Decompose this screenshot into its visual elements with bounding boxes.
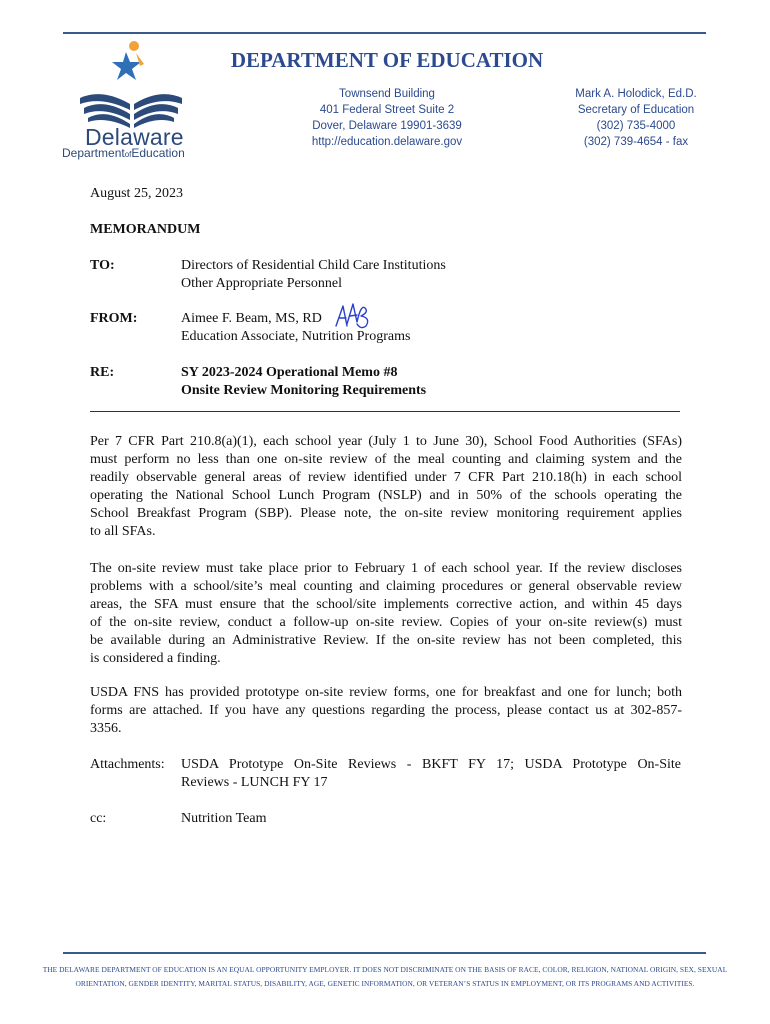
memo-divider <box>90 411 680 412</box>
footer-notice <box>30 963 740 991</box>
attachment-line: USDA Prototype On-Site Reviews - BKFT FY 17; USDA Prototype On-Site <box>181 757 681 772</box>
address-line: Townsend Building <box>339 88 435 100</box>
from-label: FROM: <box>90 311 138 326</box>
logo-sub-of: of <box>124 150 132 159</box>
memo-date: August 25, 2023 <box>90 186 183 201</box>
cc-value: Nutrition Team <box>181 811 267 826</box>
memo-heading: MEMORANDUM <box>90 222 201 237</box>
star-person-icon <box>112 41 144 80</box>
address-block <box>288 86 486 150</box>
paragraph-line: must perform no less than one on-site review of the meal counting and claiming system and the <box>90 452 682 467</box>
phone-number: (302) 735-4000 <box>596 120 676 132</box>
logo-sub-education: Education <box>131 146 185 160</box>
handwritten-signature <box>333 300 373 332</box>
paragraph-line: School Breakfast Program (SBP). Please note, the on-site review monitoring requirement applies <box>90 506 682 521</box>
logo-sub-department: Department <box>62 146 125 160</box>
re-line: Onsite Review Monitoring Requirements <box>181 383 427 398</box>
paragraph-line: operating the National School Lunch Program (NSLP) and in 50% of the schools operating the <box>90 488 682 503</box>
re-label: RE: <box>90 365 115 380</box>
address-line: Dover, Delaware 19901-3639 <box>312 120 462 132</box>
paragraph-line: Per 7 CFR Part 210.8(a)(1), each school year (July 1 to June 30), School Food Authorities (SFAs) <box>90 434 682 449</box>
paragraph-line: areas, the SFA must ensure that the school/site implements corrective action, and within 45 days <box>90 597 682 612</box>
paragraph-line: to all SFAs. <box>90 524 156 539</box>
paragraph-3 <box>90 684 682 738</box>
attachments-value <box>181 756 681 792</box>
paragraph-line: USDA FNS has provided prototype on-site review forms, one for breakfast and one for lunch; both <box>90 685 682 700</box>
re-value <box>181 364 426 400</box>
secretary-title: Secretary of Education <box>577 104 695 116</box>
paragraph-2 <box>90 560 682 668</box>
attachment-line: Reviews - LUNCH FY 17 <box>181 775 328 790</box>
cc-label: cc: <box>90 811 107 826</box>
paragraph-line: problems with a school/site’s meal counting and claiming procedures or general observable review <box>90 579 682 594</box>
to-line: Other Appropriate Personnel <box>181 276 342 291</box>
secretary-name: Mark A. Holodick, Ed.D. <box>575 88 697 100</box>
from-line: Education Associate, Nutrition Programs <box>181 329 411 344</box>
paragraph-line: be available during an Administrative Review. If the on-site review has not been completed, this <box>90 633 682 648</box>
logo-subtitle <box>62 146 185 160</box>
from-value <box>181 310 410 346</box>
attachments-label: Attachments: <box>90 757 165 772</box>
paragraph-line: readily observable general areas of review identified under 7 CFR Part 210.18(h) in each school <box>90 470 682 485</box>
footer-line: ORIENTATION, GENDER IDENTITY, MARITAL STATUS, DISABILITY, AGE, GENETIC INFORMATION, OR VETERAN’S STATUS IN EMPLOYMENT, OR ITS PROGRAMS AND ACTIVITIES. <box>75 979 695 988</box>
re-line: SY 2023-2024 Operational Memo #8 <box>181 365 398 380</box>
to-label: TO: <box>90 258 115 273</box>
paragraph-1 <box>90 433 682 541</box>
header-top-rule <box>63 32 706 34</box>
secretary-block <box>556 86 716 150</box>
fax-number: (302) 739-4654 - fax <box>583 136 689 148</box>
to-line: Directors of Residential Child Care Institutions <box>181 258 446 273</box>
logo-wordmark: Delaware <box>85 124 184 150</box>
address-line: 401 Federal Street Suite 2 <box>319 104 455 116</box>
paragraph-line: is considered a finding. <box>90 651 221 666</box>
from-line: Aimee F. Beam, MS, RD <box>181 311 322 326</box>
paragraph-line: of the on-site review, conduct a follow-up on-site review. Copies of your on-site review(s) must <box>90 615 682 630</box>
open-book-icon <box>80 94 182 128</box>
department-title: DEPARTMENT OF EDUCATION <box>230 48 544 72</box>
address-website: http://education.delaware.gov <box>311 136 463 148</box>
footer-rule <box>63 952 706 954</box>
to-value <box>181 257 446 293</box>
footer-line: THE DELAWARE DEPARTMENT OF EDUCATION IS AN EQUAL OPPORTUNITY EMPLOYER. IT DOES NOT DISCRIMINATE ON THE BASIS OF RACE, COLOR, RELIGION, NATIONAL ORIGIN, SEX, SEXUAL <box>42 965 728 974</box>
paragraph-line: forms are attached. If you have any questions regarding the process, please contact us at 302-857- <box>90 703 682 718</box>
paragraph-line: 3356. <box>90 721 122 736</box>
paragraph-line: The on-site review must take place prior to February 1 of each school year. If the review discloses <box>90 561 682 576</box>
